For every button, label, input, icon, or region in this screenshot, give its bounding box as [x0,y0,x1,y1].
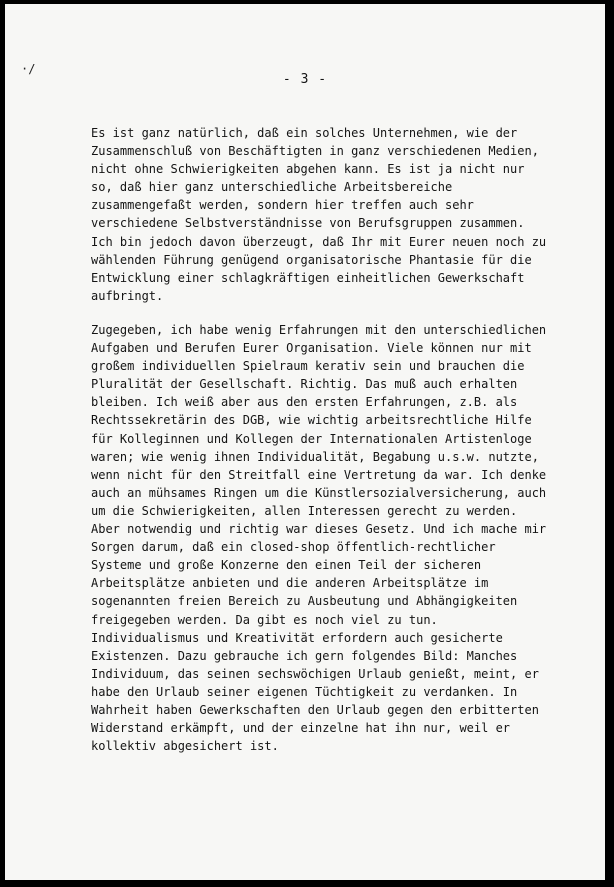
text-line: nicht ohne Schwierigkeiten abgehen kann. Es ist ja nicht nur [91,162,525,177]
text-line: Arbeitsplätze anbieten und die anderen Arbeitsplätze im [91,576,489,591]
paragraph [91,124,571,305]
text-line: großem individuellen Spielraum kerativ sein und brauchen die [91,359,525,374]
document-page [5,4,605,880]
text-line: so, daß hier ganz unterschiedliche Arbeitsbereiche [91,180,453,195]
text-line: Zugegeben, ich habe wenig Erfahrungen mit den unterschiedlichen [91,323,547,337]
text-line: wählenden Führung genügend organisatorische Phantasie für die [91,252,532,267]
text-line: zusammengefaßt werden, sondern hier treffen auch sehr [91,198,474,213]
text-line: Zusammenschluß von Beschäftigten in ganz verschiedenen Medien, [91,144,539,159]
text-line: um die Schwierigkeiten, allen Interessen gerecht zu werden. [91,503,518,518]
text-line: sogenannten freien Bereich zu Ausbeutung und Abhängigkeiten [91,594,518,609]
text-line: Ich bin jedoch davon überzeugt, daß Ihr mit Eurer neuen noch zu [91,234,547,249]
text-line: Individuum, das seinen sechswöchigen Urlaub genießt, meint, er [91,666,539,681]
text-line: habe den Urlaub seiner eigenen Tüchtigkeit zu verdanken. In [91,684,518,699]
text-line: Widerstand erkämpft, und der einzelne hat ihn nur, weil er [91,721,511,736]
text-line: Aufgaben und Berufen Eurer Organisation. Viele können nur mit [91,341,532,356]
text-line: bleiben. Ich weiß aber aus den ersten Erfahrungen, z.B. als [91,395,518,410]
paragraph [91,321,571,755]
scan-speck: ·/ [21,62,36,76]
text-line: Sorgen darum, daß ein closed-shop öffentlich-rechtlicher [91,540,496,555]
text-line: aufbringt. [91,288,164,303]
text-line: kollektiv abgesichert ist. [91,739,279,754]
text-line: auch an mühsames Ringen um die Künstlersozialversicherung, auch [91,485,547,500]
text-line: Individualismus und Kreativität erfordern auch gesicherte [91,630,503,645]
text-line: Entwicklung einer schlagkräftigen einheitlichen Gewerkschaft [91,270,525,285]
text-line: waren; wie wenig ihnen Individualität, Begabung u.s.w. nutzte, [91,449,539,464]
page-number: - 3 - [282,72,328,87]
text-line: für Kolleginnen und Kollegen der Internationalen Artistenloge [91,431,532,446]
text-line: verschiedene Selbstverständnisse von Berufsgruppen zusammen. [91,216,525,231]
text-line: wenn nicht für den Streitfall eine Vertretung da war. Ich denke [91,467,547,482]
text-line: Aber notwendig und richtig war dieses Gesetz. Und ich mache mir [91,522,547,537]
text-line: Es ist ganz natürlich, daß ein solches Unternehmen, wie der [91,126,518,140]
text-line: Existenzen. Dazu gebrauche ich gern folgendes Bild: Manches [91,648,518,663]
text-line: Rechtssekretärin des DGB, wie wichtig arbeitsrechtliche Hilfe [91,413,532,428]
text-line: Pluralität der Gesellschaft. Richtig. Das muß auch erhalten [91,377,518,392]
text-line: Wahrheit haben Gewerkschaften den Urlaub gegen den erbitterten [91,702,539,717]
text-line: freigegeben werden. Da gibt es noch viel zu tun. [91,612,438,627]
text-line: Systeme und große Konzerne den einen Teil der sicheren [91,558,482,573]
